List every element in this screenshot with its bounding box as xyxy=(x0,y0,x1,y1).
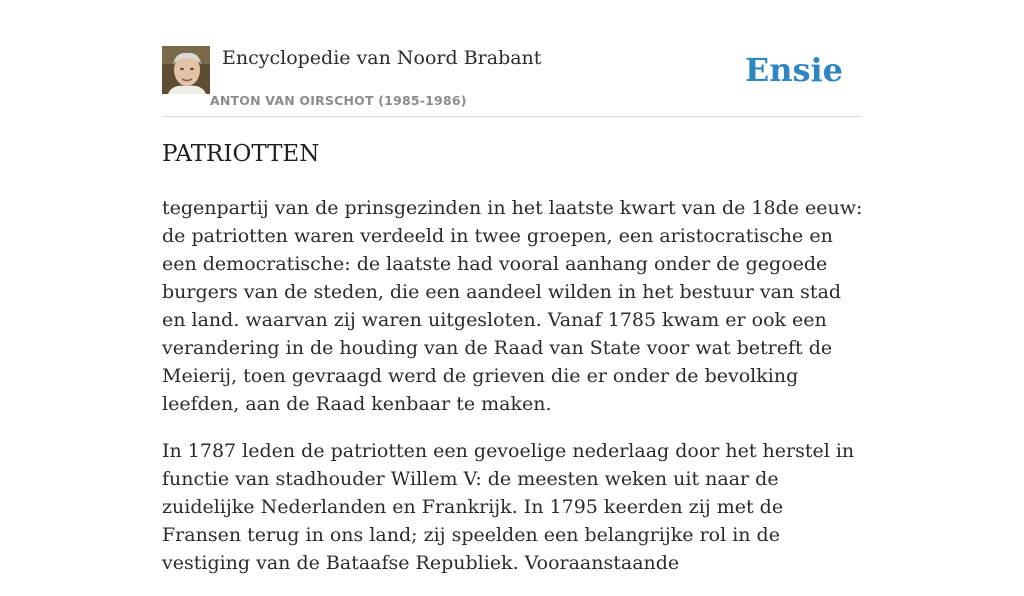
source-title[interactable]: Encyclopedie van Noord Brabant xyxy=(222,47,542,69)
author-name[interactable]: ANTON VAN OIRSCHOT (1985-1986) xyxy=(210,93,467,108)
author-avatar[interactable] xyxy=(162,46,210,94)
article-paragraph: tegenpartij van de prinsgezinden in het laatste kwart van de 18de eeuw: de patriotten waren verdeeld in twee groepen, een aristocratische en een democratische: de laatste had vooral aanhang onder de gegoede burgers van de steden, die een aandeel wilden in het bestuur van stad en land. waarvan zij waren uitgesloten. Vanaf 1785 kwam er ook een verandering in de houding van de Raad van State voor wat betreft de Meierij, toen gevraagd werd de grieven die er onder de bevolking leefden, aan de Raad kenbaar te maken. xyxy=(162,197,863,415)
article-title: PATRIOTTEN xyxy=(162,141,320,167)
header xyxy=(162,46,862,117)
brand-logo[interactable]: Ensie xyxy=(744,51,843,89)
portrait-icon xyxy=(162,46,210,94)
article-paragraph: In 1787 leden de patriotten een gevoelige nederlaag door het herstel in functie van stadhouder Willem V: de meesten weken uit naar de zuidelijke Nederlanden en Frankrijk. In 1795 keerden zij met de Fransen terug in ons land; zij speelden een belangrijke rol in de vestiging van de Bataafse Republiek. Vooraanstaande xyxy=(162,440,855,574)
article xyxy=(162,138,866,596)
